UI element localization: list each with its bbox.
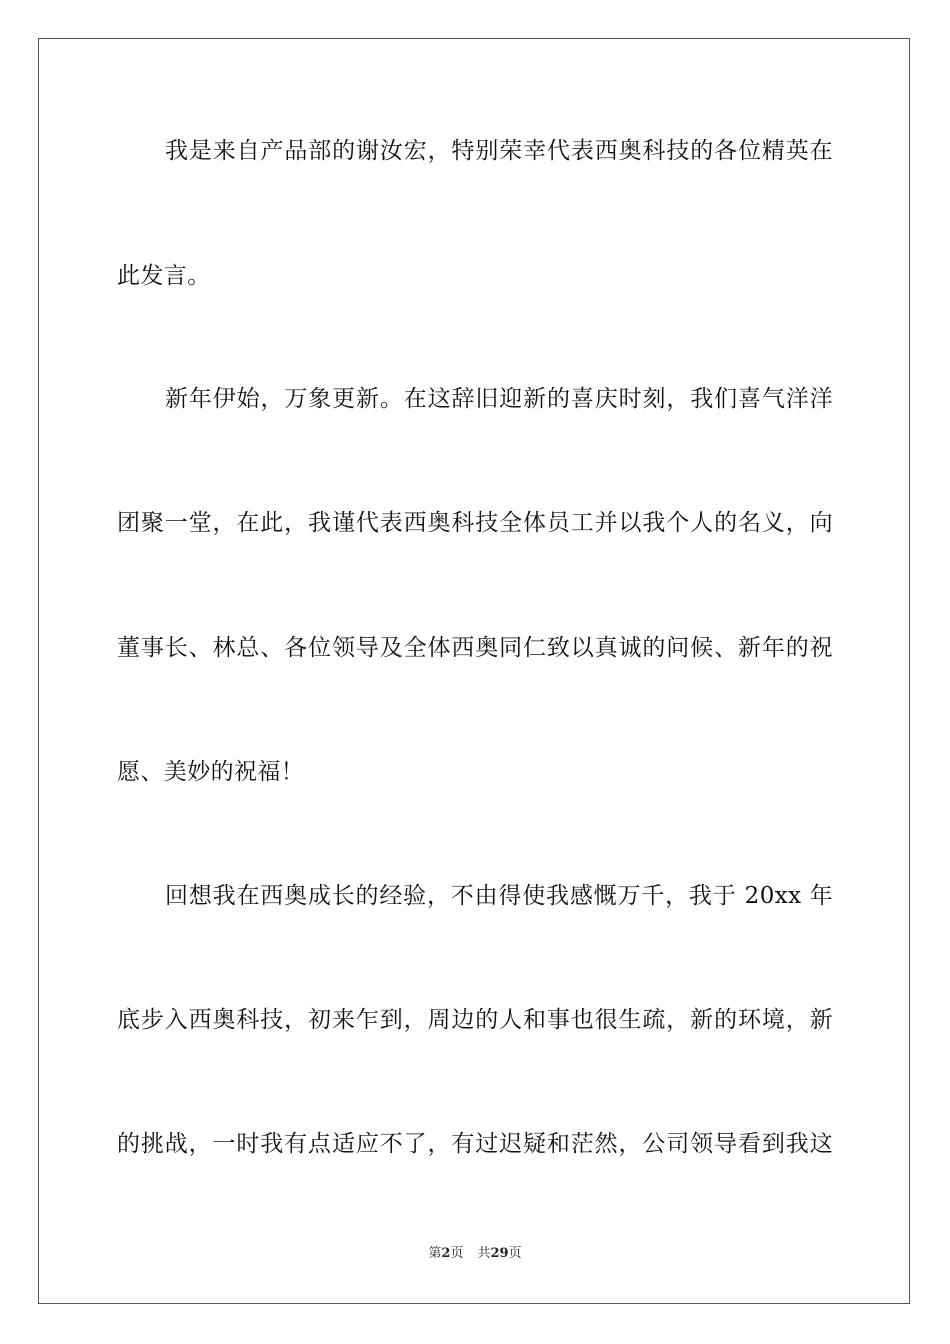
total-pages: 29	[490, 1246, 509, 1261]
paragraph-1-line-1: 我是来自产品部的谢汝宏，特别荣幸代表西奥科技的各位精英在	[165, 138, 833, 164]
paragraph-2-line-1: 新年伊始，万象更新。在这辞旧迎新的喜庆时刻，我们喜气洋洋	[165, 386, 833, 412]
paragraph-3-line-1: 回想我在西奥成长的经验，不由得使我感慨万千，我于 20xx 年	[165, 883, 833, 909]
paragraph-3-line-2: 底步入西奥科技，初来乍到，周边的人和事也很生疏，新的环境，新	[117, 1007, 833, 1033]
page-frame	[38, 38, 910, 1304]
page-prefix: 第	[428, 1246, 442, 1261]
page-suffix: 页	[450, 1246, 464, 1261]
page-footer	[0, 1245, 950, 1263]
paragraph-1-line-2: 此发言。	[117, 263, 211, 289]
paragraph-2-line-3: 董事长、林总、各位领导及全体西奥同仁致以真诚的问候、新年的祝	[117, 635, 833, 661]
total-suffix: 页	[508, 1246, 522, 1261]
paragraph-3-line-3: 的挑战，一时我有点适应不了，有过迟疑和茫然，公司领导看到我这	[117, 1131, 833, 1157]
paragraph-2-line-4: 愿、美妙的祝福！	[117, 759, 305, 785]
total-prefix: 共	[477, 1246, 491, 1261]
paragraph-2-line-2: 团聚一堂，在此，我谨代表西奥科技全体员工并以我个人的名义，向	[117, 510, 833, 536]
page-number: 2	[441, 1246, 451, 1261]
